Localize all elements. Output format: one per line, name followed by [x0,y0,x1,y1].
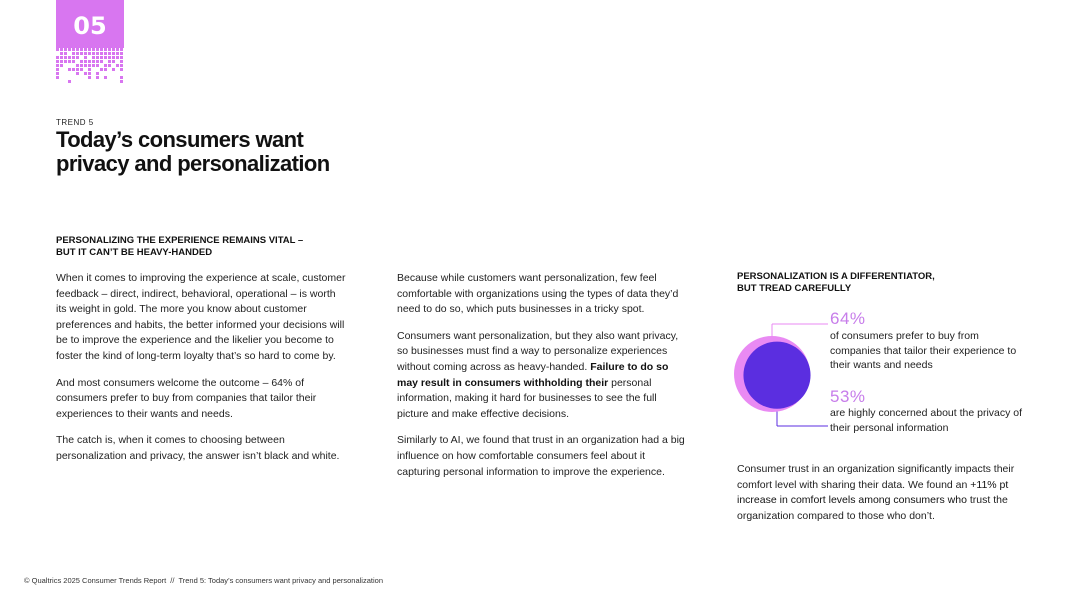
pixel-dot [88,64,91,67]
pixel-dot [84,72,87,75]
pixel-dot [88,60,91,63]
pixel-dot [76,72,79,75]
highlighted-text: Failure to do so may result in consumers withholding their [397,360,669,389]
trend-label: TREND 5 [56,118,94,127]
trust-paragraph: Consumer trust in an organization significantly impacts their comfort level with sharing their data. We found an +11% pt increase in comfort levels among consumers who trust the organization compared to those who don’t. [737,463,1015,522]
paragraph: Consumers want personalization, but they also want privacy, so businesses must find a way to personalize experiences without coming across as heavy-handed. Failure to do so may result in consumers withholding their personal information, making it hard for businesses to see the full picture and make effective decisions. [397,329,679,420]
pixel-dot [92,52,95,55]
pixel-dot [56,76,59,79]
pixel-dot [80,68,83,71]
pixel-dot [60,56,63,59]
pixel-dot [88,76,91,79]
pixel-dot [108,48,111,51]
pixel-dot [100,68,103,71]
left-column-text [56,271,348,476]
pixel-dot [96,76,99,79]
pixel-dot [84,52,87,55]
pixel-dot [56,60,59,63]
highlighted-text: +11% pt increase in comfort levels among consumers who [737,478,1009,507]
paragraph: And most consumers welcome the outcome – 64% of consumers prefer to buy from companies that tailor their experiences to their wants and needs. [56,376,317,420]
pixel-dot [60,60,63,63]
pixel-dot [104,52,107,55]
pixel-dot [116,64,119,67]
pixel-dot [64,52,67,55]
pixel-dot [56,64,59,67]
pixel-dot [84,64,87,67]
pixel-dot [60,64,63,67]
pixel-dot [92,64,95,67]
pixel-dot [108,64,111,67]
trend-number: 05 [73,12,107,40]
paragraph: The catch is, when it comes to choosing between personalization and privacy, the answer isn’t black and white. [56,434,340,462]
pixel-dot [116,56,119,59]
pixel-dot [68,60,71,63]
pixel-dot [100,52,103,55]
footer-section: Trend 5: Today’s consumers want privacy and personalization [178,576,383,585]
pixel-dot [76,64,79,67]
trend-number-badge [56,0,124,48]
pixel-dot [72,68,75,71]
pixel-dot [96,56,99,59]
pixel-dot [84,48,87,51]
pixel-dot [72,52,75,55]
pixel-dot [100,56,103,59]
pixel-dot [120,48,123,51]
pixel-dot [88,68,91,71]
paragraph: Because while customers want personalization, few feel comfortable with organizations using the types of data they’d need to do so, which puts businesses in a tricky spot. [397,272,679,316]
paragraph: Similarly to AI, we found that trust in an organization had a big influence on how comfortable consumers feel about it capturing personal information to improve the experience. [397,434,685,478]
pixel-dot [60,52,63,55]
pixel-dot [88,52,91,55]
pixel-dot [72,48,75,51]
pixel-dot [64,48,67,51]
pixel-dot [84,56,87,59]
pixel-dot [108,52,111,55]
pixel-dot [120,76,123,79]
pixel-dot [120,56,123,59]
pixel-dot [80,52,83,55]
stat2-text: are highly concerned about the privacy of their personal information [830,407,1023,434]
pixel-dot [96,64,99,67]
pixel-dot [72,60,75,63]
pixel-dot [104,64,107,67]
pixel-dot [108,60,111,63]
right-section-heading: PERSONALIZATION IS A DIFFERENTIATOR, BUT TREAD CAREFULLY [737,271,935,294]
pixel-dot [112,52,115,55]
pixel-dot [76,56,79,59]
pixel-dot [76,52,79,55]
pixel-dot [116,52,119,55]
bubble-53 [743,342,810,409]
pixel-dot [56,48,59,51]
pixel-dot [104,68,107,71]
pixel-dot [120,52,123,55]
pixel-dot [100,48,103,51]
pixel-dot [116,48,119,51]
pixel-dot [68,80,71,83]
pixel-dot [76,48,79,51]
pixel-dot [88,72,91,75]
pixel-dot [112,60,115,63]
stat1-value: 64% [830,309,866,328]
pixel-dot [96,72,99,75]
pixel-dot [60,48,63,51]
pixel-dot [84,60,87,63]
pixel-dot [108,56,111,59]
pixel-dot [68,56,71,59]
pixel-dot [64,56,67,59]
pixel-dot [120,60,123,63]
paragraph: When it comes to improving the experience at scale, customer feedback – direct, indirect, behavioral, operational – is worth its weight in gold. The more you know about customer preferences and habits, the better informed your decisions will be to improve the experience and the likelier you become to foster the kind of long-term loyalty that’s so hard to come by. [56,272,346,362]
pixel-dot [96,60,99,63]
pixel-dot [104,56,107,59]
pixel-dot [92,56,95,59]
stat1-text: of consumers prefer to buy from companies that tailor their experience to their wants and needs [830,330,1017,371]
pixel-dot [112,56,115,59]
pixel-dot [104,76,107,79]
pixel-dot [76,68,79,71]
pixel-dot [96,48,99,51]
middle-column-text [397,271,687,491]
footer-copyright: © Qualtrics 2025 Consumer Trends Report [24,576,167,585]
pixel-dot [120,80,123,83]
pixel-dot [68,48,71,51]
stat2-value: 53% [830,387,866,406]
pixel-dot [112,68,115,71]
page-title: Today’s consumers want privacy and personalization [56,127,330,176]
pixel-dot [120,68,123,71]
bubble-chart [728,316,838,434]
pixel-dot [80,60,83,63]
pixel-dot [80,48,83,51]
left-section-heading: PERSONALIZING THE EXPERIENCE REMAINS VITAL – BUT IT CAN’T BE HEAVY-HANDED [56,235,304,258]
pixel-dot [104,48,107,51]
pixel-dot [88,48,91,51]
footer-separator: // [170,576,175,585]
pixel-dot [56,56,59,59]
pixel-dot [96,52,99,55]
pixel-dot [92,60,95,63]
pixel-dot [68,68,71,71]
pixel-dot [56,68,59,71]
pixel-dot [120,64,123,67]
pixel-dot [64,60,67,63]
pixel-dot [112,48,115,51]
pixel-dot [80,64,83,67]
pixel-pattern-decoration [56,48,124,84]
pixel-dot [56,72,59,75]
pixel-dot [72,56,75,59]
pixel-dot [100,60,103,63]
page-footer [24,576,383,585]
pixel-dot [92,48,95,51]
